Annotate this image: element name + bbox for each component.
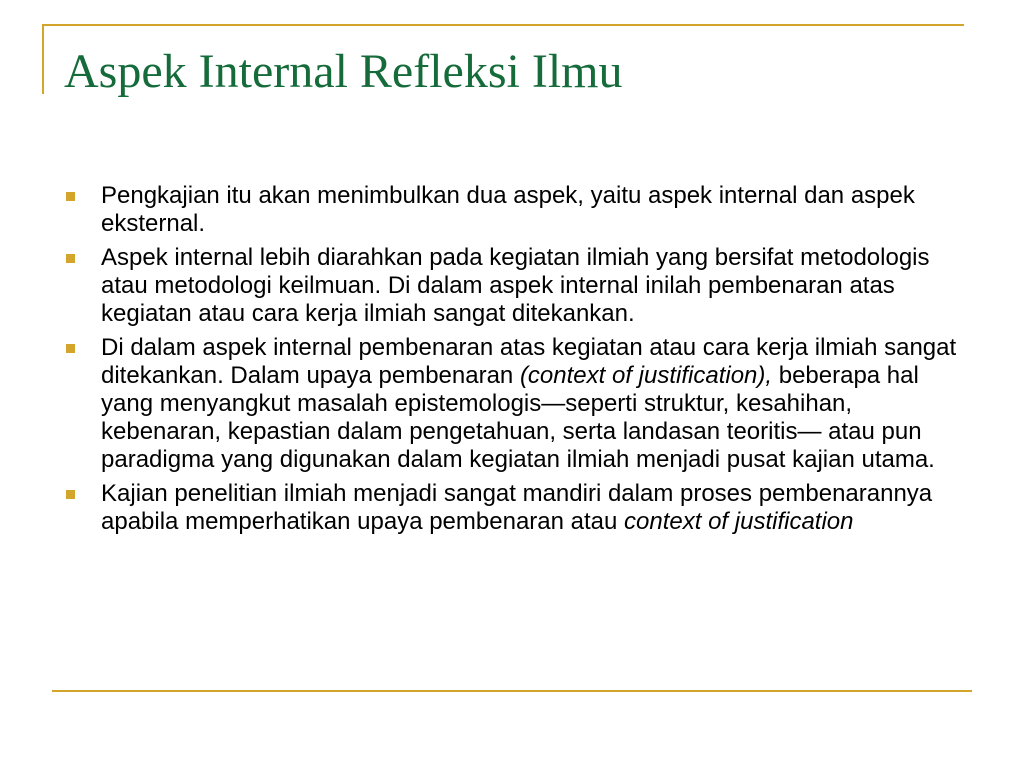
slide-title: Aspek Internal Refleksi Ilmu (64, 45, 623, 98)
bullet-text-part: beberapa hal yang menyangkut masalah epistemologis—seperti struktur, kesahihan, kebenaran, kepastian dalam pengetahuan, serta landasan teoritis— atau pun paradigma yang digunakan dalam kegiatan ilmiah menjadi pusat kajian utama. (101, 362, 935, 473)
top-border-line (42, 24, 964, 26)
left-border-line (42, 24, 44, 94)
square-bullet-icon (66, 344, 75, 353)
bullet-italic-term: (context of justification), (519, 362, 773, 389)
bullet-item (66, 334, 966, 474)
bullet-item (66, 244, 966, 328)
bullet-item (66, 480, 966, 536)
bullet-list (66, 182, 966, 542)
square-bullet-icon (66, 254, 75, 263)
square-bullet-icon (66, 490, 75, 499)
bullet-italic-term: context of justification (624, 508, 854, 535)
square-bullet-icon (66, 192, 75, 201)
bullet-text (101, 334, 966, 474)
bottom-border-line (52, 690, 972, 692)
bullet-text-part: Di dalam aspek internal pembenaran atas kegiatan atau cara kerja ilmiah sangat ditekankan. Dalam upaya pembenaran (101, 334, 957, 389)
bullet-item (66, 182, 966, 238)
bullet-text (101, 480, 966, 536)
bullet-text: Aspek internal lebih diarahkan pada kegiatan ilmiah yang bersifat metodologis atau metodologi keilmuan. Di dalam aspek internal inilah pembenaran atas kegiatan atau cara kerja ilmiah sangat ditekankan. (101, 244, 930, 327)
bullet-text-part: Kajian penelitian ilmiah menjadi sangat mandiri dalam proses pembenarannya apabila memperhatikan upaya pembenaran atau (101, 480, 933, 535)
bullet-text: Pengkajian itu akan menimbulkan dua aspek, yaitu aspek internal dan aspek eksternal. (101, 182, 915, 237)
